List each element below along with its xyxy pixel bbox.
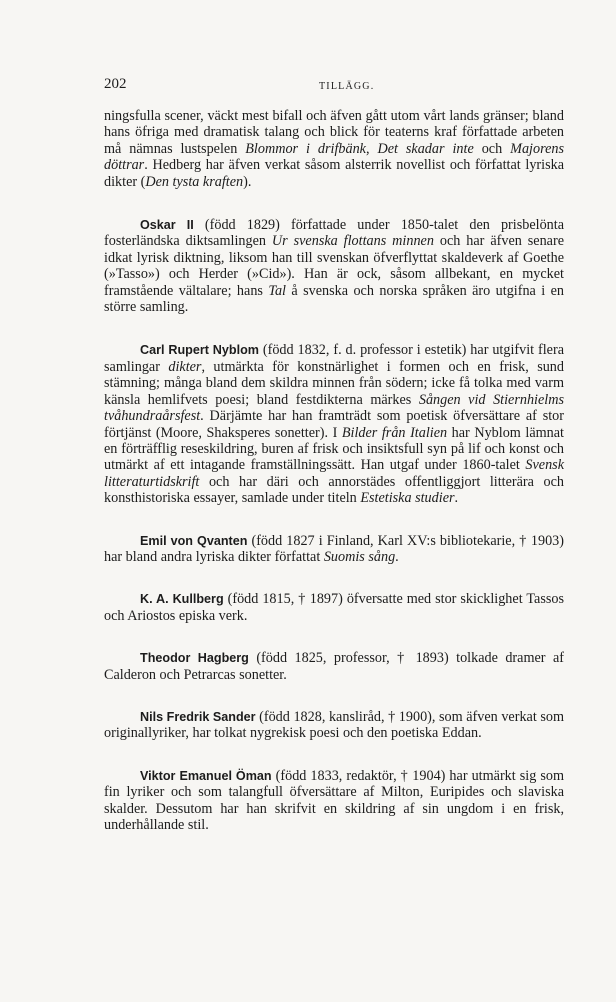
text-run: (född 1832, f. d. professor i estetik) har utgifvit flera samlingar [104, 342, 564, 375]
italic-title: Majorens döttrar [104, 140, 564, 174]
italic-title: Tal [268, 282, 286, 299]
italic-title: Sången vid Stiernhielms tvåhundraårsfest [104, 391, 564, 425]
text-run: , [365, 140, 378, 157]
entry-name: Viktor Emanuel Öman [140, 768, 272, 783]
italic-title: Bilder från Italien [341, 424, 448, 441]
entry-name: Emil von Qvanten [140, 533, 248, 548]
italic-title: Det skadar inte [377, 140, 474, 157]
italic-title: Blommor i drifbänk [245, 140, 366, 157]
entry-name: Nils Fredrik Sander [140, 709, 256, 724]
text-run: och [473, 140, 511, 157]
page-header [104, 70, 564, 94]
text-run: å svenska och norska språken äro utgifna i en större samling. [104, 282, 565, 316]
entry-name: Carl Rupert Nyblom [140, 343, 259, 358]
italic-title: Svensk litteraturtidskrift [104, 457, 564, 490]
italic-title: Ur svenska flottans minnen [271, 233, 434, 250]
text-run: (född 1827 i Finland, Karl XV:s bibliotekarie, † 1903) har bland andra lyriska dikter författat [104, 532, 564, 565]
text-run: (född 1829) författade under 1850-talet den prisbelönta fosterländska diktsamlingen [104, 217, 564, 250]
text-run: (född 1815, † 1897) öfversatte med stor skicklighet Tassos och Ariostos episka verk. [104, 591, 564, 624]
entry-name: Oskar II [140, 218, 194, 233]
entry-name: Theodor Hagberg [140, 651, 249, 666]
italic-title: Suomis sång [323, 548, 396, 565]
text-run: (född 1828, kansliråd, † 1900), som äfven verkat som originallyriker, har tolkat nygrekisk poesi och den poetiska Eddan. [104, 708, 565, 742]
italic-title: dikter [168, 358, 202, 375]
page [104, 70, 564, 833]
text-run: och har äfven senare idkat lyrisk diktning, liksom han till svenskan öfverflyttat skaldeverk af Goethe (»Tasso») och Herder (»Cid»). Han är ock, såsom allbekant, en mycket framstående vältalare; hans [104, 233, 565, 299]
text-run: (född 1833, redaktör, † 1904) har utmärkt sig som fin lyriker och som talangfull öfversättare af Milton, Euripides och slaviska skalder. Dessutom har han skrifvit en skildring af sin ungdom i en frisk, underhållande stil. [104, 767, 564, 833]
text-run: och har däri och annorstädes offentliggjort litterära och konsthistoriska essayer, samlade under titeln [104, 473, 564, 507]
italic-title: Den tysta kraften [145, 173, 244, 190]
text-run: . [454, 490, 459, 507]
entry-kullberg [104, 591, 564, 624]
text-run: ningsfulla scener, väckt mest bifall och äfven gått utom vårt lands gränser; bland hans öfriga med dramatisk talang och blick för teaterns kraf författade arbeten må nämnas lustspelen [104, 108, 564, 157]
entry-hagberg [104, 650, 564, 683]
text-run: . Hedberg har äfven verkat såsom alsterrik novellist och författat lyriska dikter ( [104, 157, 564, 190]
running-title: TILLÄGG. [319, 81, 375, 92]
italic-title: Estetiska studier [360, 490, 455, 507]
text-run: , utmärkta för konstnärlighet i formen och en frisk, sund stämning; många bland dem skildra minnen från södern; icke få tolka med varm känsla hemlifvets poesi; bland festdikterna märkes [104, 358, 564, 408]
entry-sander [104, 709, 564, 742]
entry-von-qvanten [104, 533, 564, 566]
entry-oskar-ii [104, 217, 564, 315]
entry-oman [104, 768, 564, 834]
text-run: ). [243, 173, 252, 190]
text-run: (född 1825, professor, † 1893) tolkade dramer af Calderon och Petrarcas sonetter. [104, 650, 564, 683]
text-run: . Därjämte har han framträdt som poetisk öfversättare af stor förtjänst (Moore, Shaksperes sonetter). I [104, 408, 564, 441]
paragraph-hedberg-continuation [104, 108, 564, 190]
text-run: . [395, 548, 399, 565]
page-number: 202 [104, 76, 127, 92]
entry-name: K. A. Kullberg [140, 592, 224, 607]
text-run: har Nyblom lämnat en förträfflig reseskildring, buren af frisk och insiktsfull syn på lif och konst och utmärkt af ett intagande framställningssätt. Han utgaf under 1860-talet [104, 424, 564, 474]
entry-nyblom [104, 342, 564, 506]
